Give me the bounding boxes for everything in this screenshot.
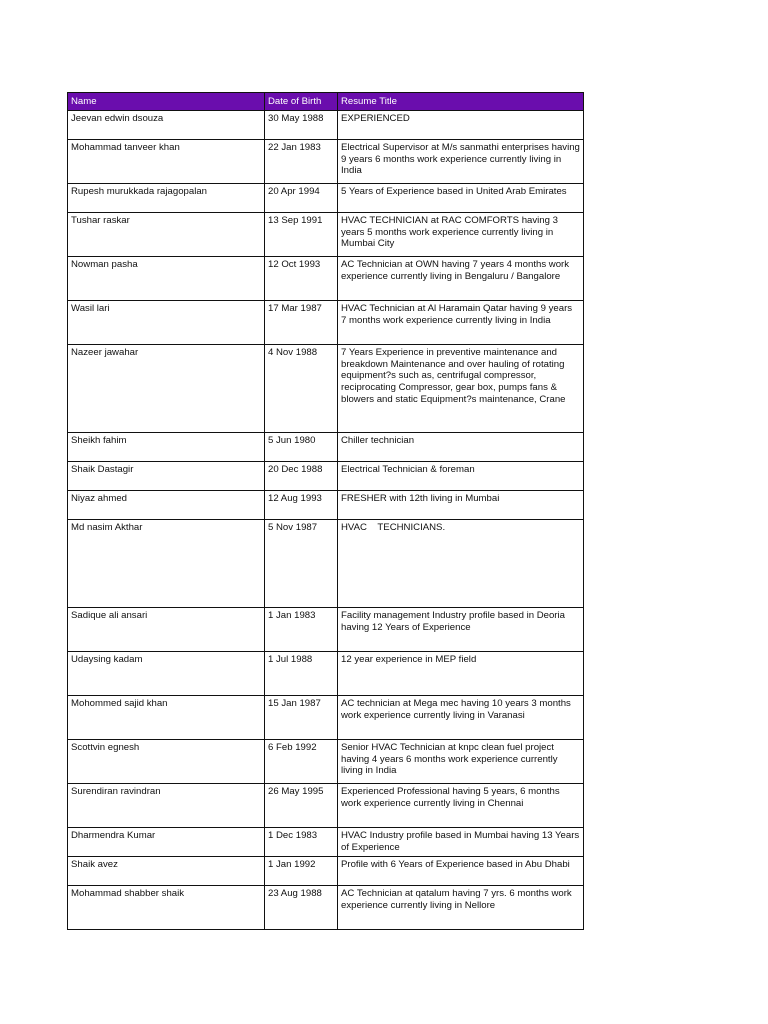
cell-date-of-birth: 1 Dec 1983	[265, 828, 338, 857]
cell-date-of-birth: 5 Jun 1980	[265, 433, 338, 462]
cell-date-of-birth: 22 Jan 1983	[265, 140, 338, 184]
cell-resume-title: HVAC TECHNICIAN at RAC COMFORTS having 3 years 5 months work experience currently living in Mumbai City	[338, 213, 584, 257]
cell-date-of-birth: 20 Apr 1994	[265, 184, 338, 213]
table-header-row	[68, 93, 584, 111]
resume-table	[67, 92, 584, 930]
table-row	[68, 784, 584, 828]
table-row	[68, 652, 584, 696]
cell-date-of-birth: 17 Mar 1987	[265, 301, 338, 345]
cell-resume-title: 7 Years Experience in preventive maintenance and breakdown Maintenance and over hauling of rotating equipment?s such as, centrifugal compressor, reciprocating Compressor, gear box, pumps fans & blowers and static Equipment?s maintenance, Crane	[338, 345, 584, 433]
cell-name: Niyaz ahmed	[68, 491, 265, 520]
cell-name: Tushar raskar	[68, 213, 265, 257]
cell-name: Sadique ali ansari	[68, 608, 265, 652]
cell-date-of-birth: 12 Aug 1993	[265, 491, 338, 520]
cell-name: Shaik Dastagir	[68, 462, 265, 491]
table-row	[68, 491, 584, 520]
table-row	[68, 462, 584, 491]
cell-name: Sheikh fahim	[68, 433, 265, 462]
table-row	[68, 213, 584, 257]
cell-name: Wasil lari	[68, 301, 265, 345]
cell-name: Udaysing kadam	[68, 652, 265, 696]
cell-resume-title: Chiller technician	[338, 433, 584, 462]
table-row	[68, 696, 584, 740]
cell-resume-title: FRESHER with 12th living in Mumbai	[338, 491, 584, 520]
cell-date-of-birth: 23 Aug 1988	[265, 886, 338, 930]
table-row	[68, 608, 584, 652]
cell-date-of-birth: 5 Nov 1987	[265, 520, 338, 608]
cell-name: Mohommed sajid khan	[68, 696, 265, 740]
cell-resume-title: AC Technician at qatalum having 7 yrs. 6 months work experience currently living in Nellore	[338, 886, 584, 930]
cell-date-of-birth: 26 May 1995	[265, 784, 338, 828]
cell-resume-title: HVAC Technician at Al Haramain Qatar having 9 years 7 months work experience currently living in India	[338, 301, 584, 345]
table-row	[68, 111, 584, 140]
table-row	[68, 828, 584, 857]
cell-name: Shaik avez	[68, 857, 265, 886]
cell-date-of-birth: 4 Nov 1988	[265, 345, 338, 433]
table-row	[68, 520, 584, 608]
cell-resume-title: Profile with 6 Years of Experience based in Abu Dhabi	[338, 857, 584, 886]
column-header-name: Name	[68, 93, 265, 111]
cell-date-of-birth: 1 Jan 1983	[265, 608, 338, 652]
cell-resume-title: Senior HVAC Technician at knpc clean fuel project having 4 years 6 months work experience currently living in India	[338, 740, 584, 784]
cell-resume-title: Electrical Technician & foreman	[338, 462, 584, 491]
cell-resume-title: EXPERIENCED	[338, 111, 584, 140]
cell-date-of-birth: 20 Dec 1988	[265, 462, 338, 491]
cell-resume-title: 12 year experience in MEP field	[338, 652, 584, 696]
cell-name: Rupesh murukkada rajagopalan	[68, 184, 265, 213]
cell-name: Mohammad tanveer khan	[68, 140, 265, 184]
table-row	[68, 857, 584, 886]
cell-name: Jeevan edwin dsouza	[68, 111, 265, 140]
cell-name: Surendiran ravindran	[68, 784, 265, 828]
cell-resume-title: AC technician at Mega mec having 10 years 3 months work experience currently living in Varanasi	[338, 696, 584, 740]
cell-resume-title: Experienced Professional having 5 years, 6 months work experience currently living in Chennai	[338, 784, 584, 828]
cell-name: Scottvin egnesh	[68, 740, 265, 784]
cell-date-of-birth: 6 Feb 1992	[265, 740, 338, 784]
cell-resume-title: Electrical Supervisor at M/s sanmathi enterprises having 9 years 6 months work experience currently living in India	[338, 140, 584, 184]
cell-date-of-birth: 1 Jan 1992	[265, 857, 338, 886]
table-row	[68, 433, 584, 462]
cell-resume-title: HVAC TECHNICIANS.	[338, 520, 584, 608]
cell-resume-title: 5 Years of Experience based in United Arab Emirates	[338, 184, 584, 213]
cell-resume-title: Facility management Industry profile based in Deoria having 12 Years of Experience	[338, 608, 584, 652]
table-row	[68, 345, 584, 433]
table-body	[68, 111, 584, 930]
table-row	[68, 740, 584, 784]
table-row	[68, 184, 584, 213]
cell-name: Mohammad shabber shaik	[68, 886, 265, 930]
cell-name: Nazeer jawahar	[68, 345, 265, 433]
table-row	[68, 301, 584, 345]
cell-name: Md nasim Akthar	[68, 520, 265, 608]
cell-resume-title: AC Technician at OWN having 7 years 4 months work experience currently living in Bengaluru / Bangalore	[338, 257, 584, 301]
cell-date-of-birth: 1 Jul 1988	[265, 652, 338, 696]
cell-date-of-birth: 15 Jan 1987	[265, 696, 338, 740]
cell-name: Nowman pasha	[68, 257, 265, 301]
table-row	[68, 886, 584, 930]
cell-date-of-birth: 13 Sep 1991	[265, 213, 338, 257]
cell-name: Dharmendra Kumar	[68, 828, 265, 857]
column-header-dob: Date of Birth	[265, 93, 338, 111]
cell-date-of-birth: 30 May 1988	[265, 111, 338, 140]
column-header-title: Resume Title	[338, 93, 584, 111]
cell-date-of-birth: 12 Oct 1993	[265, 257, 338, 301]
table-row	[68, 140, 584, 184]
table-row	[68, 257, 584, 301]
cell-resume-title: HVAC Industry profile based in Mumbai having 13 Years of Experience	[338, 828, 584, 857]
